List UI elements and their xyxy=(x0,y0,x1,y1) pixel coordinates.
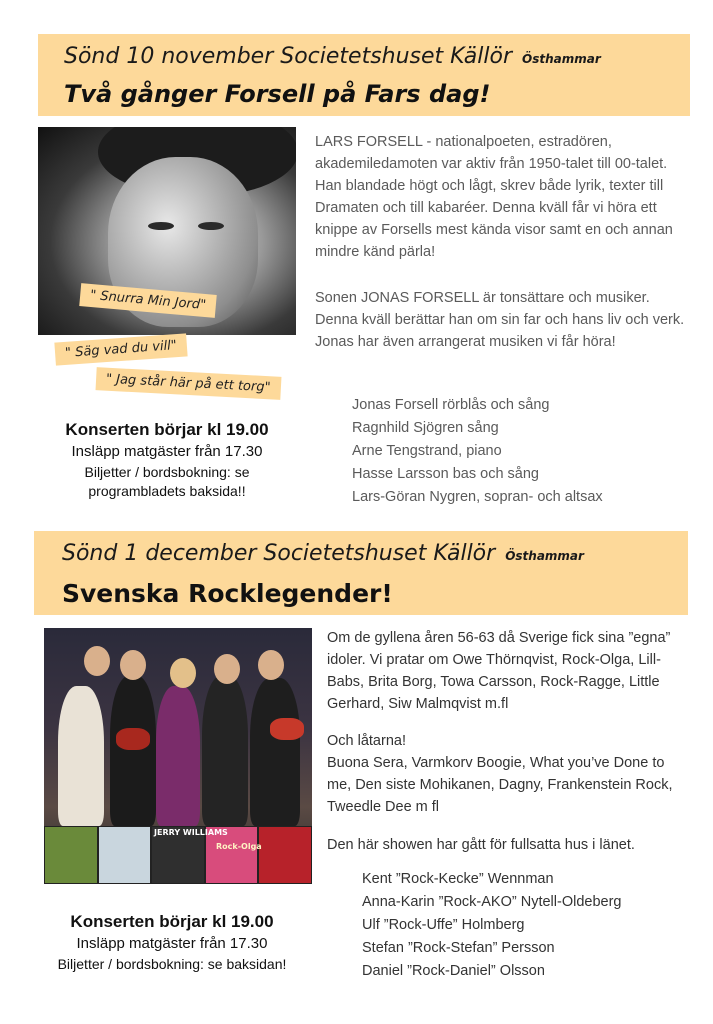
event2-description: Om de gyllena åren 56-63 då Sverige fick sina ”egna” idoler. Vi pratar om Owe Thörnqvist, Rock-Olga, Lill-Babs, Brita Borg, Towa Carsson, Rock-Ragge, Little Gerhard, Siw Malmqvist m.fl xyxy=(327,630,671,712)
lineup-item: Jonas Forsell rörblås och sång xyxy=(352,397,550,413)
dinner-entry: Insläpp matgäster från 17.30 xyxy=(76,935,268,952)
lineup-item: Kent ”Rock-Kecke” Wennman xyxy=(362,871,554,887)
event1-date-venue-text: Sönd 10 november Societetshuset Källör xyxy=(64,44,513,69)
record-cover xyxy=(258,826,312,884)
songs-heading: Och låtarna! xyxy=(327,733,406,749)
event1-description: LARS FORSELL - nationalpoeten, estradören, akademiledamoten var aktiv från 1950-talet till 00-talet. Han blandade högt och lågt, skrev både lyrik, texter till Dramaten och till kabaréer. Denna kväll får vi höra ett knippe av Forsells mest kända visor samt en och annan mindre känd pärla! xyxy=(315,134,673,260)
record-cover-label: JERRY WILLIAMS xyxy=(154,828,228,837)
event1-location: Östhammar xyxy=(522,52,601,66)
lineup-item: Arne Tengstrand, piano xyxy=(352,443,502,459)
record-cover xyxy=(44,826,98,884)
event1-date-venue xyxy=(64,44,601,69)
quote-sticker: " Snurra Min Jord" xyxy=(79,283,217,318)
rock-band-photo xyxy=(44,628,312,884)
event2-title: Svenska Rocklegender! xyxy=(62,579,393,608)
photo-head xyxy=(170,658,196,688)
ticket-info: Biljetter / bordsbokning: se programbladets baksida!! xyxy=(84,464,250,499)
photo-head xyxy=(84,646,110,676)
photo-eye xyxy=(148,222,174,230)
dinner-entry: Insläpp matgäster från 17.30 xyxy=(71,443,263,460)
photo-guitar xyxy=(270,718,304,740)
photo-person xyxy=(156,686,200,826)
photo-head xyxy=(258,650,284,680)
event2-location: Östhammar xyxy=(505,549,584,563)
event2-date-venue-text: Sönd 1 december Societetshuset Källör xyxy=(62,541,496,566)
quote-sticker: " Säg vad du vill" xyxy=(54,333,187,365)
photo-head xyxy=(120,650,146,680)
event1-header-banner xyxy=(38,34,690,116)
event1-concert-info xyxy=(38,420,296,501)
event1-title: Två gånger Forsell på Fars dag! xyxy=(64,80,491,108)
lineup-item: Hasse Larsson bas och sång xyxy=(352,466,539,482)
record-cover-label: Rock-Olga xyxy=(216,842,262,851)
photo-head xyxy=(214,654,240,684)
lineup-item: Ragnhild Sjögren sång xyxy=(352,420,499,436)
lineup-item: Anna-Karin ”Rock-AKO” Nytell-Oldeberg xyxy=(362,894,622,910)
photo-person xyxy=(202,676,248,826)
ticket-info: Biljetter / bordsbokning: se baksidan! xyxy=(57,956,287,972)
event2-note: Den här showen har gått för fullsatta hus i länet. xyxy=(327,837,635,853)
event2-concert-info xyxy=(30,912,314,974)
photo-person xyxy=(58,686,104,826)
event2-lineup xyxy=(362,868,621,983)
photo-eye xyxy=(198,222,224,230)
photo-person xyxy=(250,678,300,826)
lineup-item: Ulf ”Rock-Uffe” Holmberg xyxy=(362,917,525,933)
lineup-item: Stefan ”Rock-Stefan” Persson xyxy=(362,940,555,956)
event1-lineup xyxy=(352,394,603,509)
event2-date-venue xyxy=(62,541,584,566)
record-cover xyxy=(98,826,152,884)
lineup-item: Daniel ”Rock-Daniel” Olsson xyxy=(362,963,545,979)
event2-header-banner xyxy=(34,531,688,615)
quote-sticker: " Jag står här på ett torg" xyxy=(96,367,282,400)
photo-guitar xyxy=(116,728,150,750)
event2-songs xyxy=(327,730,687,818)
songs-list: Buona Sera, Varmkorv Boogie, What you’ve Done to me, Den siste Mohikanen, Dagny, Frankenstein Rock, Tweedle Dee m fl xyxy=(327,755,673,815)
concert-start: Konserten börjar kl 19.00 xyxy=(65,420,269,439)
concert-start: Konserten börjar kl 19.00 xyxy=(70,912,274,931)
event1-description-2: Sonen JONAS FORSELL är tonsättare och musiker. Denna kväll berättar han om sin far och hans liv och verk. Jonas har även arrangerat musiken vi får höra! xyxy=(315,290,685,350)
photo-person xyxy=(110,676,156,826)
lineup-item: Lars-Göran Nygren, sopran- och altsax xyxy=(352,489,603,505)
